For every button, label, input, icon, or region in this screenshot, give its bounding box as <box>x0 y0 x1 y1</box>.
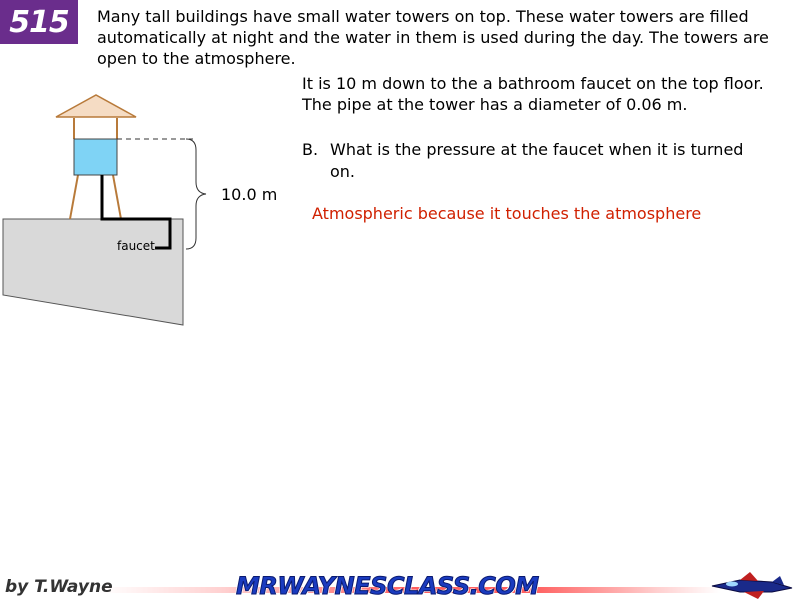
tower-leg-left <box>70 175 78 219</box>
water-tower-diagram <box>0 88 260 333</box>
faucet-label: faucet <box>117 239 155 253</box>
building <box>3 219 183 325</box>
tower-roof <box>56 95 136 117</box>
author-credit: by T.Wayne <box>5 577 113 597</box>
site-logo: MRWAYNESCLASS.COM <box>236 572 539 600</box>
question-b <box>302 139 772 183</box>
question-label: B. <box>302 140 319 159</box>
answer-text: Atmospheric because it touches the atmosphere <box>312 204 702 223</box>
intro-text: Many tall buildings have small water towers on top. These water towers are filled automatically at night and the water in them is used during the day. The towers are open to the atmosphere. <box>97 7 769 68</box>
tower-tank <box>74 139 117 175</box>
jet-icon <box>710 570 795 600</box>
given-text: It is 10 m down to the a bathroom faucet on the top floor. The pipe at the tower has a diameter of 0.06 m. <box>302 74 764 114</box>
height-label: 10.0 m <box>221 185 278 204</box>
height-brace <box>186 139 206 249</box>
tower-leg-right <box>113 175 121 219</box>
question-text: What is the pressure at the faucet when it is turned on. <box>330 140 744 181</box>
slide-number-badge: 515 <box>0 0 78 44</box>
